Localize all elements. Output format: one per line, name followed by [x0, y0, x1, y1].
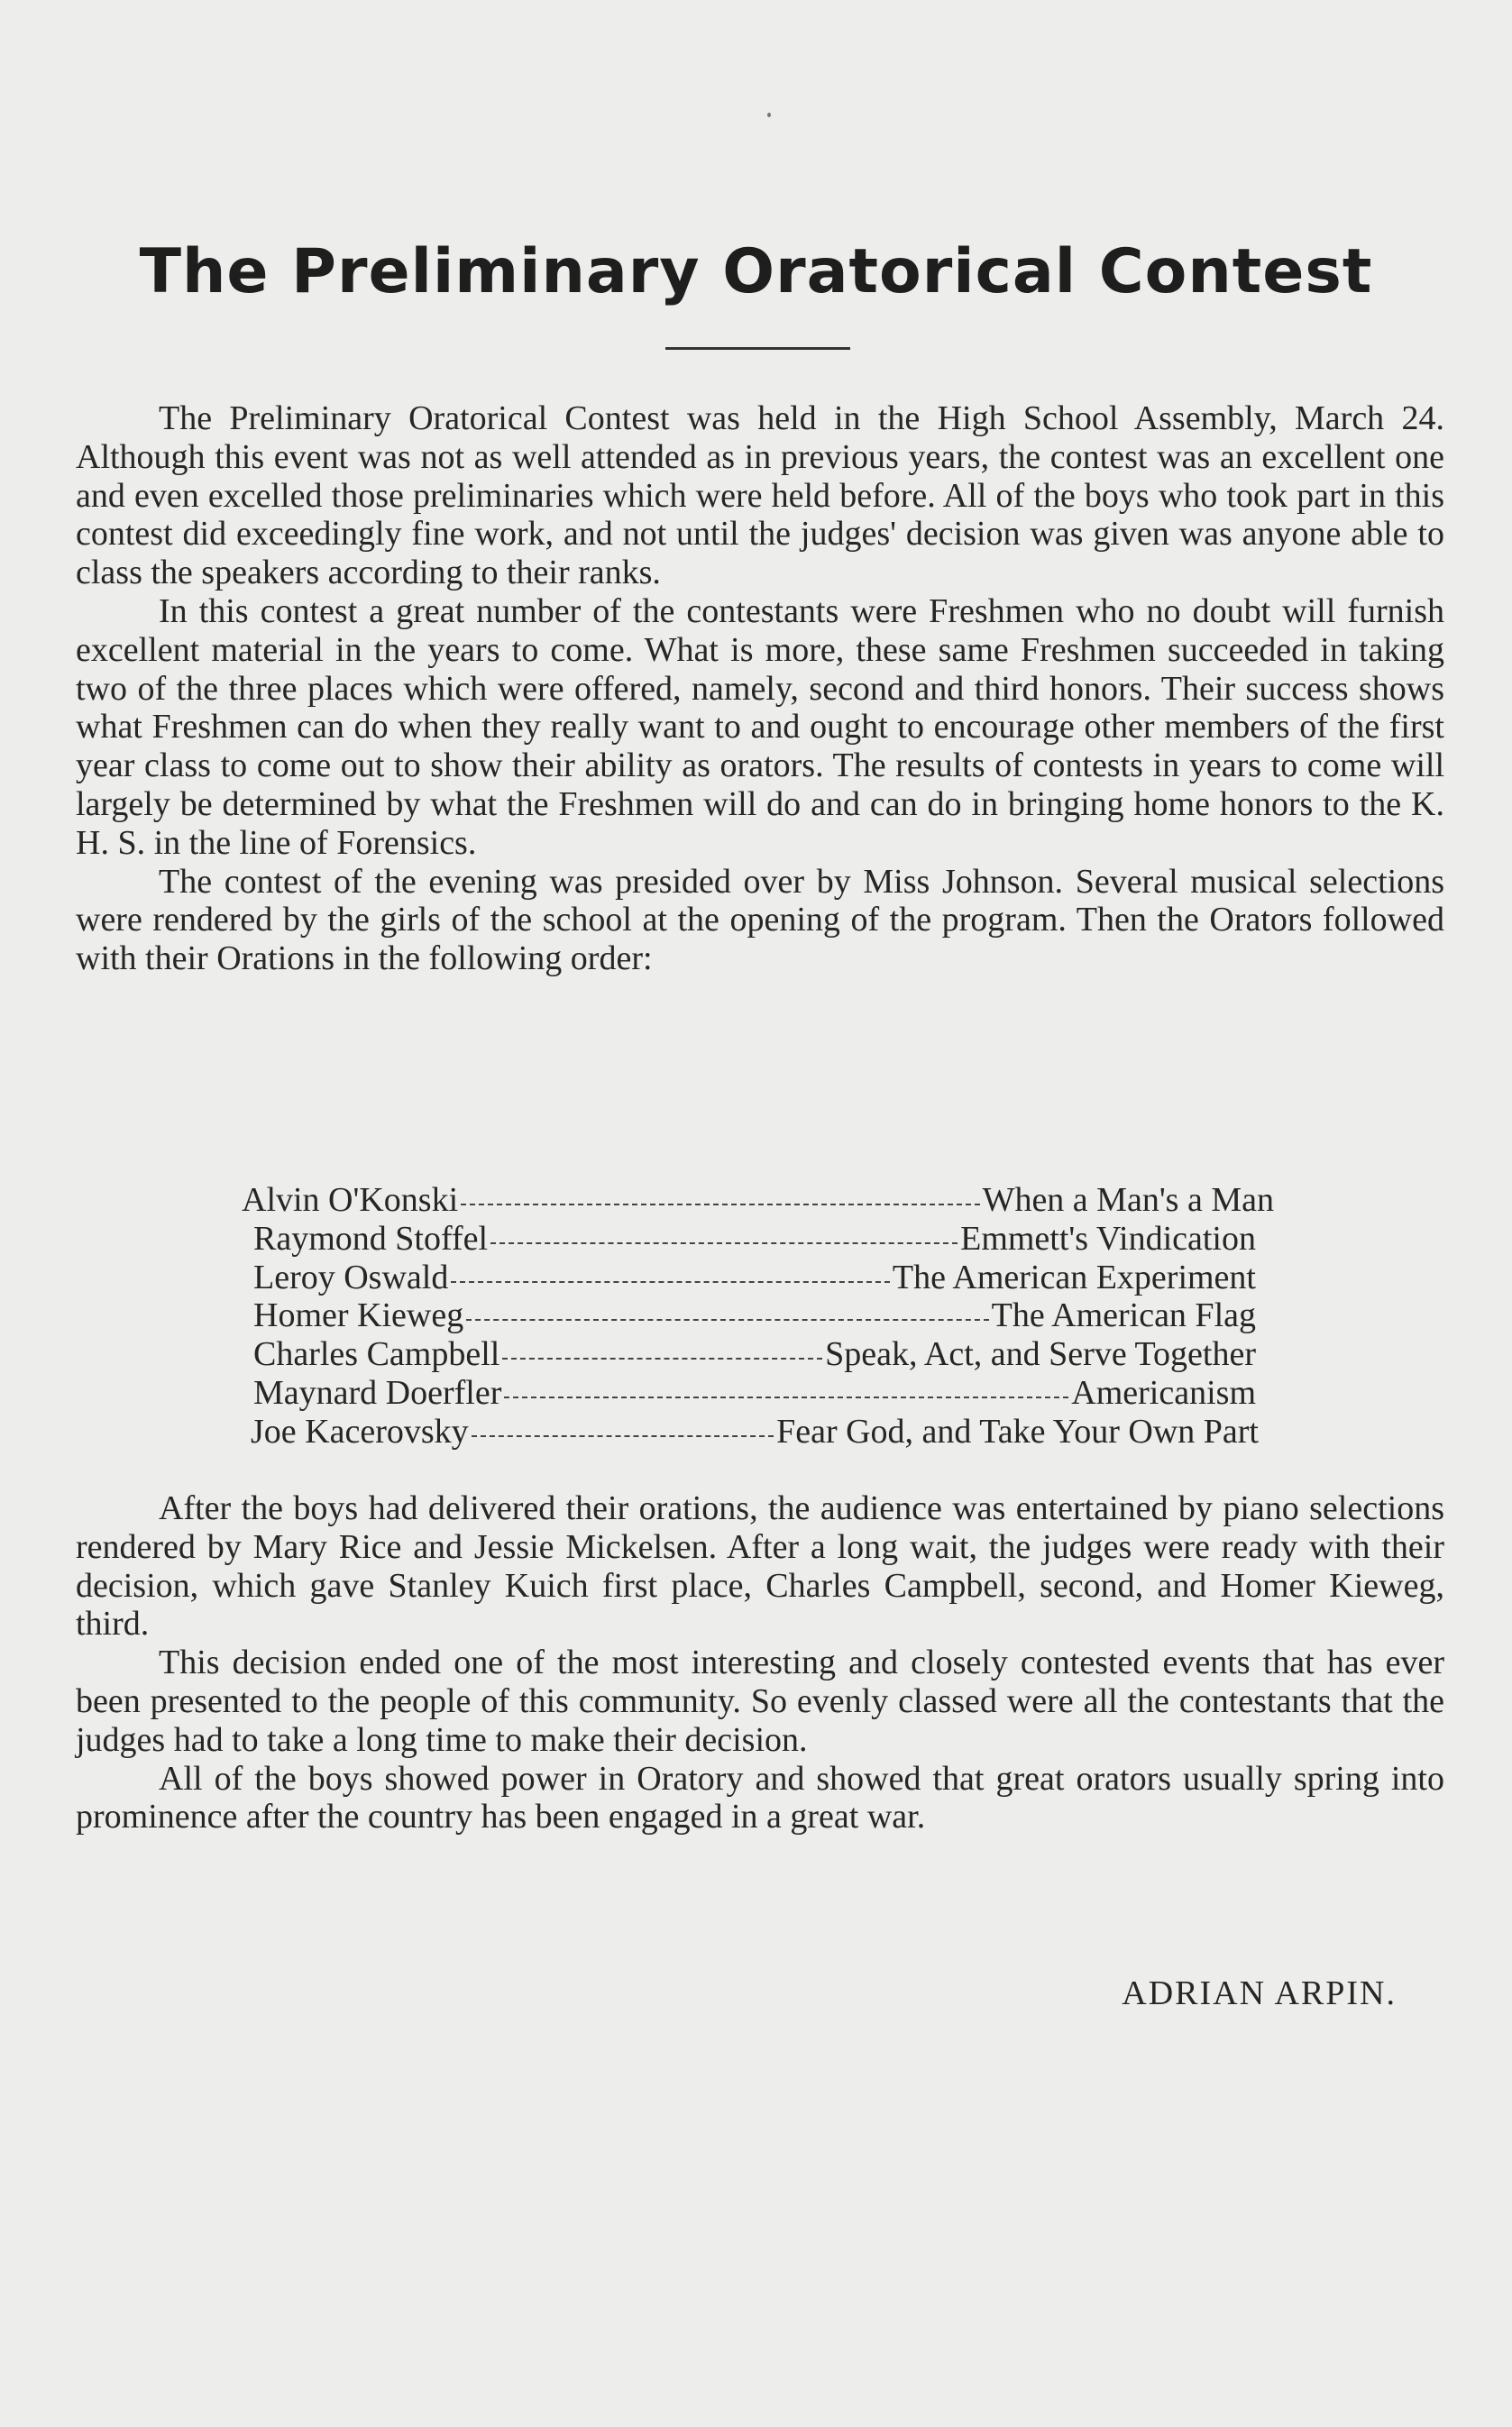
oration-title: Speak, Act, and Serve Together	[825, 1335, 1256, 1374]
program-row	[242, 1259, 1274, 1297]
leader-dots	[472, 1435, 774, 1437]
paragraph: This decision ended one of the most interesting and closely contested events that has ever been presented to the people of this community. So evenly classed were all the contestants that the judges had to take a long time to make their decision.	[76, 1644, 1444, 1759]
orator-name: Maynard Doerfler	[253, 1373, 502, 1412]
print-speck	[767, 113, 771, 117]
orator-name: Raymond Stoffel	[253, 1219, 489, 1258]
intro-section	[76, 399, 1444, 978]
result-section	[76, 1489, 1444, 1836]
program-row	[242, 1296, 1274, 1335]
program-row	[242, 1374, 1274, 1413]
program-row	[242, 1220, 1274, 1259]
leader-dots	[466, 1319, 988, 1321]
oration-title: Americanism	[1071, 1373, 1256, 1412]
orator-name: Leroy Oswald	[253, 1258, 449, 1296]
leader-dots	[502, 1358, 822, 1360]
program-row	[242, 1413, 1274, 1452]
author-signature: ADRIAN ARPIN.	[1122, 1974, 1397, 2012]
paragraph: After the boys had delivered their orations, the audience was entertained by piano selections rendered by Mary Rice and Jessie Mickelsen. After a long wait, the judges were ready with their decision, which gave Stanley Kuich first place, Charles Campbell, second, and Homer Kieweg, third.	[76, 1489, 1444, 1644]
orator-name: Homer Kieweg	[253, 1296, 464, 1335]
oration-title: Emmett's Vindication	[960, 1219, 1256, 1258]
oration-title: Fear God, and Take Your Own Part	[776, 1412, 1259, 1451]
orator-name: Joe Kacerovsky	[251, 1412, 469, 1451]
paragraph: In this contest a great number of the contestants were Freshmen who no doubt will furnish excellent material in the years to come. What is more, these same Freshmen succeeded in taking two of the three places which were offered, namely, second and third honors. Their success shows what Freshmen can do when they really want to and ought to encourage other members of the first year class to come out to show their ability as orators. The results of contests in years to come will largely be determined by what the Freshmen will do and can do in bringing home honors to the K. H. S. in the line of Forensics.	[76, 591, 1444, 862]
oration-title: When a Man's a Man	[982, 1181, 1274, 1219]
paragraph: All of the boys showed power in Oratory and showed that great orators usually spring into prominence after the country has been engaged in a great war.	[76, 1759, 1444, 1836]
paragraph: The contest of the evening was presided over by Miss Johnson. Several musical selections were rendered by the girls of the school at the opening of the program. Then the Orators followed with their Orations in the following order:	[76, 862, 1444, 978]
orator-name: Charles Campbell	[253, 1335, 500, 1374]
orator-name: Alvin O'Konski	[242, 1181, 459, 1219]
leader-dots	[490, 1242, 958, 1244]
leader-dots	[461, 1204, 979, 1205]
oration-title: The American Flag	[991, 1296, 1256, 1335]
leader-dots	[504, 1397, 1068, 1398]
paragraph: The Preliminary Oratorical Contest was held in the High School Assembly, March 24. Although this event was not as well attended as in previous years, the contest was an excellent one and even excelled those preliminaries which were held before. All of the boys who took part in this contest did exceedingly fine work, and not until the judges' decision was given was anyone able to class the speakers according to their ranks.	[76, 399, 1444, 592]
program-row	[242, 1335, 1274, 1374]
program-list	[242, 1181, 1274, 1452]
page-title: The Preliminary Oratorical Contest	[139, 236, 1373, 307]
oration-title: The American Experiment	[892, 1258, 1256, 1296]
leader-dots	[451, 1281, 890, 1283]
title-divider	[665, 347, 850, 350]
program-row	[242, 1181, 1274, 1220]
